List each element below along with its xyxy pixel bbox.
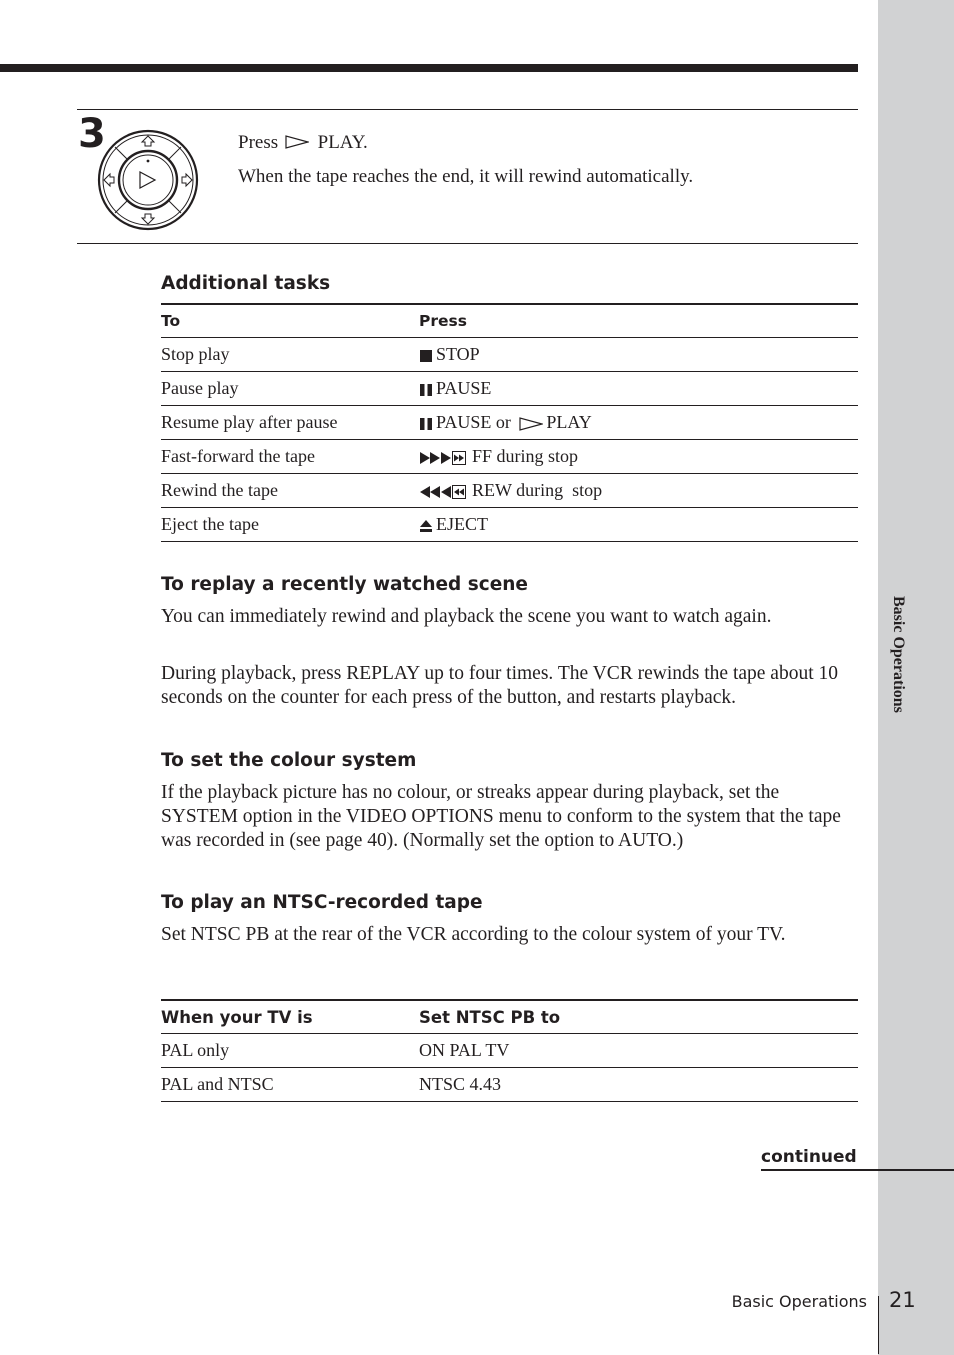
task-cell: Resume play after pause bbox=[161, 406, 419, 440]
press-word: Press bbox=[238, 132, 279, 153]
task-cell: Eject the tape bbox=[161, 508, 419, 542]
setting-cell: NTSC 4.43 bbox=[419, 1068, 858, 1102]
press-label: PAUSE or bbox=[436, 412, 511, 432]
table-header-row bbox=[161, 304, 858, 338]
table-row bbox=[161, 372, 858, 406]
step-instructions bbox=[238, 126, 693, 194]
table-row bbox=[161, 406, 858, 440]
rewind-icon bbox=[419, 485, 469, 499]
ntsc-table bbox=[161, 999, 858, 1102]
play-button-label: PLAY. bbox=[317, 132, 368, 153]
table-row bbox=[161, 1034, 858, 1068]
top-rule bbox=[0, 64, 858, 72]
additional-tasks-heading: Additional tasks bbox=[161, 273, 331, 294]
press-cell bbox=[419, 406, 858, 440]
replay-paragraph-1: You can immediately rewind and playback the scene you want to watch again. bbox=[161, 606, 772, 627]
play-icon bbox=[519, 417, 543, 431]
fast-forward-icon bbox=[419, 451, 469, 465]
press-label: FF during stop bbox=[472, 446, 579, 466]
press-label: REW during stop bbox=[472, 480, 603, 500]
press-label: STOP bbox=[436, 344, 480, 364]
column-header-tv: When your TV is bbox=[161, 1000, 419, 1034]
footer-section-label: Basic Operations bbox=[731, 1292, 867, 1311]
task-cell: Pause play bbox=[161, 372, 419, 406]
step-rule-bottom bbox=[77, 243, 858, 244]
ntsc-paragraph: Set NTSC PB at the rear of the VCR according to the colour system of your TV. bbox=[161, 924, 786, 945]
step-number: 3 bbox=[78, 111, 106, 157]
stop-icon bbox=[419, 349, 433, 363]
page-number: 21 bbox=[889, 1288, 916, 1312]
step-note: When the tape reaches the end, it will rewind automatically. bbox=[238, 166, 694, 187]
press-cell bbox=[419, 440, 858, 474]
column-header-press: Press bbox=[419, 304, 858, 338]
task-cell: Stop play bbox=[161, 338, 419, 372]
footer-divider bbox=[878, 1296, 879, 1354]
column-header-setting: Set NTSC PB to bbox=[419, 1000, 858, 1034]
side-section-text: Basic Operations bbox=[890, 596, 907, 713]
setting-cell: ON PAL TV bbox=[419, 1034, 858, 1068]
colour-system-paragraph: If the playback picture has no colour, or streaks appear during playback, set the SYSTEM option in the VIDEO OPTIONS menu to conform to the system that the tape was recorded in (see page 40). (Normally set the option to AUTO.) bbox=[161, 782, 841, 851]
ntsc-heading: To play an NTSC-recorded tape bbox=[161, 892, 483, 913]
press-cell bbox=[419, 338, 858, 372]
table-row bbox=[161, 1068, 858, 1102]
eject-icon bbox=[419, 519, 433, 533]
pause-icon bbox=[419, 383, 433, 397]
step-rule-top bbox=[77, 109, 858, 110]
tv-cell: PAL and NTSC bbox=[161, 1068, 419, 1102]
continued-rule bbox=[761, 1169, 954, 1171]
table-row bbox=[161, 508, 858, 542]
press-cell bbox=[419, 372, 858, 406]
task-cell: Rewind the tape bbox=[161, 474, 419, 508]
task-cell: Fast-forward the tape bbox=[161, 440, 419, 474]
side-section-label bbox=[876, 596, 916, 796]
remote-dial-icon bbox=[96, 128, 200, 232]
press-label: EJECT bbox=[436, 514, 488, 534]
step-press-line bbox=[238, 126, 693, 160]
table-row bbox=[161, 338, 858, 372]
table-header-row bbox=[161, 1000, 858, 1034]
pause-icon bbox=[419, 417, 433, 431]
colour-system-heading: To set the colour system bbox=[161, 750, 417, 771]
table-row bbox=[161, 474, 858, 508]
press-label-extra: PLAY bbox=[546, 412, 592, 432]
continued-label: continued bbox=[761, 1147, 857, 1167]
table-row bbox=[161, 440, 858, 474]
tv-cell: PAL only bbox=[161, 1034, 419, 1068]
additional-tasks-table bbox=[161, 303, 858, 542]
replay-paragraph-2: During playback, press REPLAY up to four times. The VCR rewinds the tape about 10 seconds on the counter for each press of the button, and restarts playback. bbox=[161, 663, 838, 708]
column-header-to: To bbox=[161, 304, 419, 338]
play-icon bbox=[285, 135, 309, 149]
replay-heading: To replay a recently watched scene bbox=[161, 574, 528, 595]
press-cell bbox=[419, 474, 858, 508]
press-label: PAUSE bbox=[436, 378, 492, 398]
press-cell bbox=[419, 508, 858, 542]
